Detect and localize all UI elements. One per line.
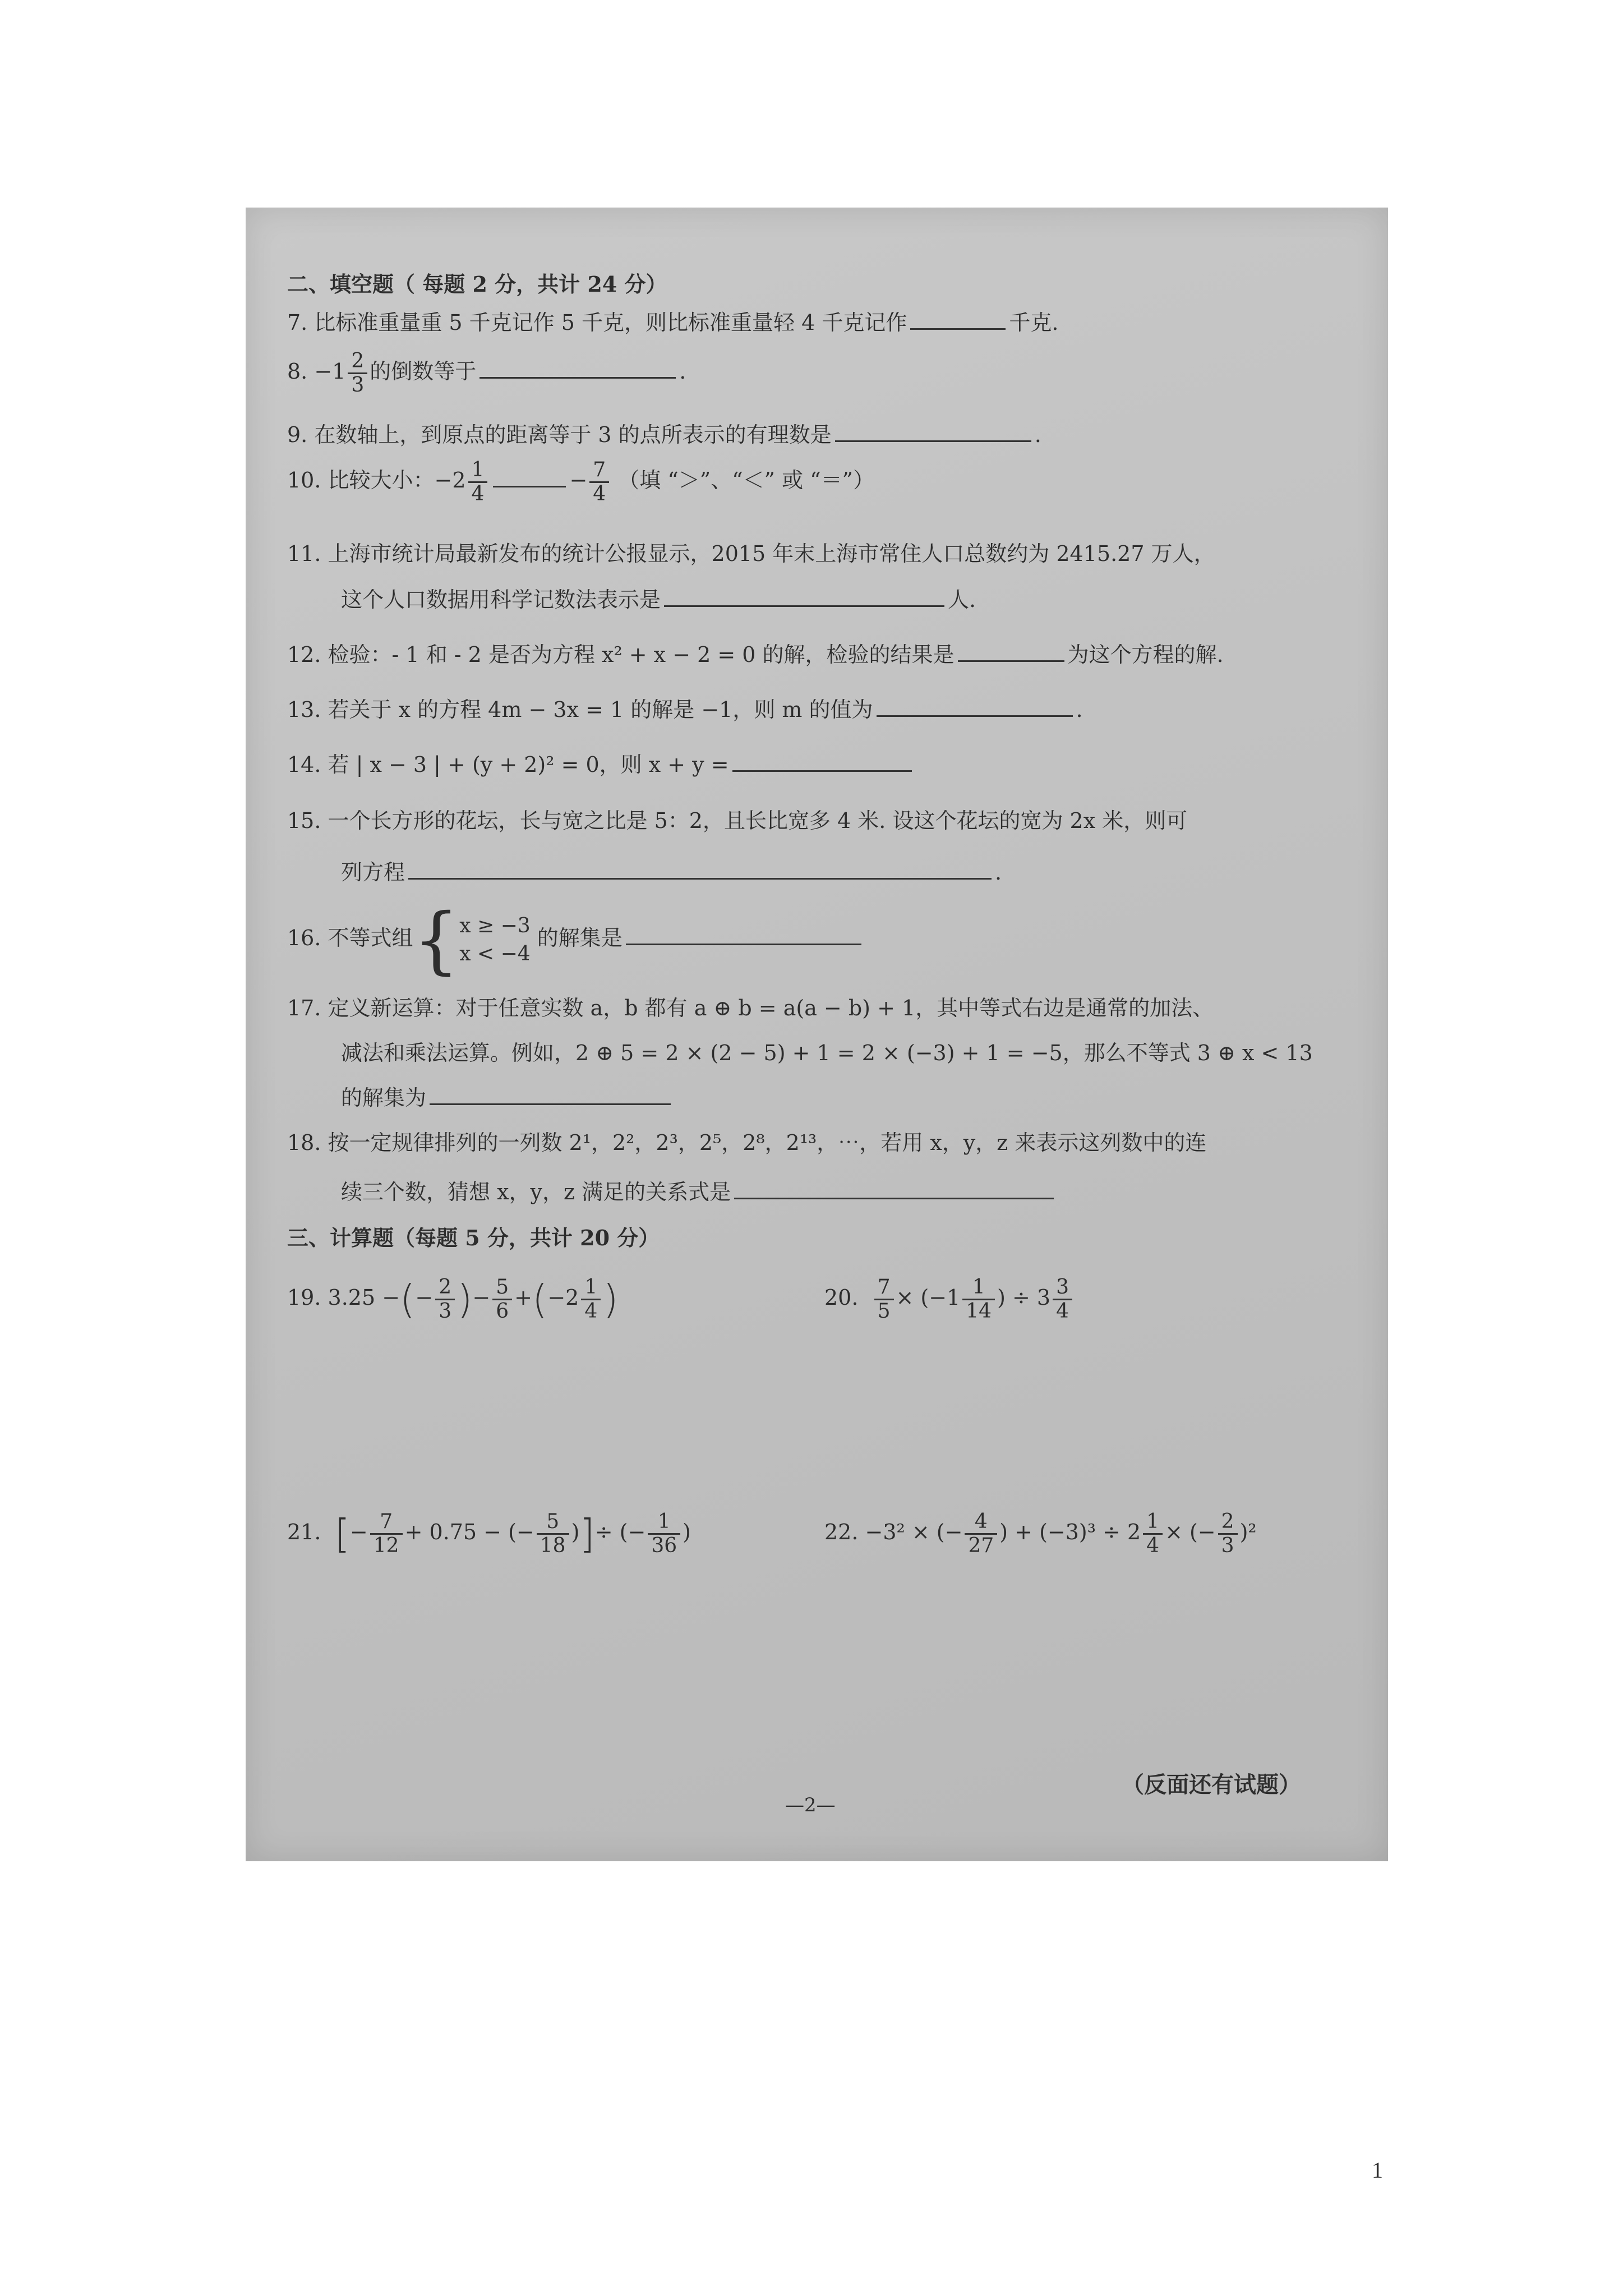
question-10: 10. 比较大小：−2 $\frac{1}{4}$ − $\frac{7}{4}$ （填 “＞”、“＜” 或 “＝”） [287,458,875,505]
question-11-line1: 11. 上海市统计局最新发布的统计公报显示，2015 年末上海市常住人口总数约为 2415.27 万人， [287,541,1215,566]
question-7: 7. 比标准重量重 5 千克记作 5 千克，则比标准重量轻 4 千克记作 千克. [287,310,1059,335]
question-17-line1: 17. 定义新运算：对于任意实数 a，b 都有 a ⊕ b = a(a − b) + 1，其中等式右边是通常的加法、 [287,996,1214,1020]
section-2-title: 二、填空题（ 每题 2 分，共计 24 分） [287,272,667,297]
question-13: 13. 若关于 x 的方程 4m − 3x = 1 的解是 −1，则 m 的值为 . [287,697,1083,722]
question-17-line3: 的解集为 [341,1083,674,1113]
document-page-number: 1 [1372,2157,1383,2183]
question-20: 20. $\frac{7}{5}$ × (−1 $\frac{1}{14}$ ) ÷ 3 $\frac{3}{4}$ [824,1267,1075,1328]
question-9: 9. 在数轴上，到原点的距离等于 3 的点所表示的有理数是 . [287,422,1041,447]
question-15-line1: 15. 一个长方形的花坛，长与宽之比是 5：2，且长比宽多 4 米. 设这个花坛的宽为 2x 米，则可 [287,808,1188,833]
section-3-title: 三、计算题（每题 5 分，共计 20 分） [287,1225,660,1250]
question-21: 21. [− $\frac{7}{12}$ + 0.75 − (− $\frac{5}{18}$ )]÷ (− $\frac{1}{36}$ ) [287,1510,691,1557]
question-18-line1: 18. 按一定规律排列的一列数 2¹，2²，2³，2⁵，2⁸，2¹³，⋯，若用 x，y，z 来表示这列数中的连 [287,1130,1207,1155]
question-12: 12. 检验：- 1 和 - 2 是否为方程 x² + x − 2 = 0 的解，检验的结果是 为这个方程的解. [287,642,1224,667]
question-8: 8. −1 $\frac{2}{3}$ 的倒数等于 . [287,349,686,397]
question-14: 14. 若 | x − 3 | + (y + 2)² = 0，则 x + y = [287,749,915,780]
scanned-exam-photo [246,208,1388,1861]
question-16: 16. 不等式组{ x ≥ −3 x < −4 的解集是 [287,904,865,972]
question-22: 22. −3² × (− $\frac{4}{27}$ ) + (−3)³ ÷ 2 $\frac{1}{4}$ × (− $\frac{2}{3}$ )² [824,1510,1257,1557]
question-17-line2: 减法和乘法运算。例如，2 ⊕ 5 = 2 × (2 − 5) + 1 = 2 × (−3) + 1 = −5，那么不等式 3 ⊕ x < 13 [341,1041,1313,1065]
exam-page-number: —2— [785,1794,836,1816]
question-15-line2: 列方程 . [341,860,1002,885]
continued-on-back-note: （反面还有试题） [1122,1772,1301,1798]
question-18-line2: 续三个数，猜想 x，y，z 满足的关系式是 [341,1177,1057,1207]
question-11-line2: 这个人口数据用科学记数法表示是 人. [341,587,976,612]
question-19: 19. 3.25 −(− $\frac{2}{3}$ )− $\frac{5}{6}$ +(−2 $\frac{1}{4}$ ) [287,1276,619,1323]
